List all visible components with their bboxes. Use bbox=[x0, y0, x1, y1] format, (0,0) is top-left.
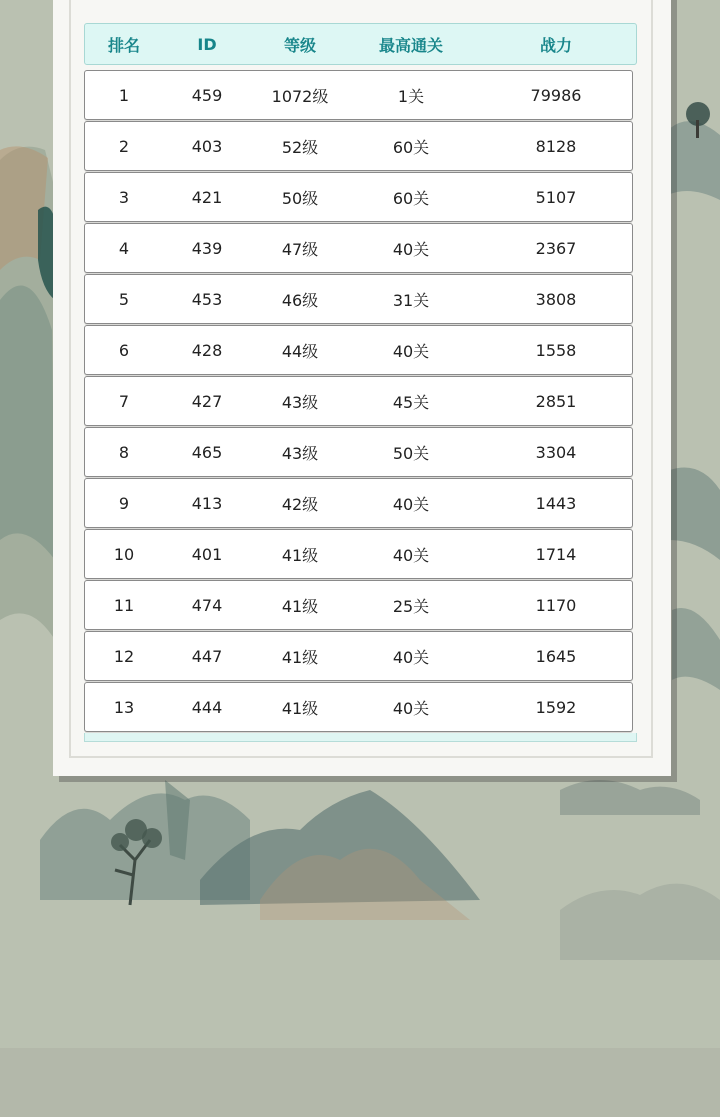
level-cell: 47级 bbox=[281, 239, 319, 259]
max-stage-cell: 45关 bbox=[392, 392, 430, 412]
rank-cell: 11 bbox=[113, 595, 135, 615]
rank-cell: 4 bbox=[118, 238, 130, 258]
rank-cell: 5 bbox=[118, 289, 130, 309]
power-cell: 1714 bbox=[535, 544, 577, 564]
id-cell: 474 bbox=[191, 595, 223, 615]
power-cell: 1170 bbox=[535, 595, 577, 615]
id-cell: 427 bbox=[191, 391, 223, 411]
rank-cell: 13 bbox=[113, 697, 135, 717]
power-cell: 3304 bbox=[535, 442, 577, 462]
table-row bbox=[84, 376, 633, 426]
table-row bbox=[84, 580, 633, 630]
level-cell: 41级 bbox=[281, 596, 319, 616]
table-row bbox=[84, 70, 633, 120]
rank-cell: 7 bbox=[118, 391, 130, 411]
level-cell: 43级 bbox=[281, 392, 319, 412]
level-cell: 44级 bbox=[281, 341, 319, 361]
max-stage-cell: 1关 bbox=[397, 86, 425, 106]
bottom-band bbox=[0, 1048, 720, 1117]
max-stage-cell: 31关 bbox=[392, 290, 430, 310]
rank-cell: 3 bbox=[118, 187, 130, 207]
rank-cell: 9 bbox=[118, 493, 130, 513]
table-row bbox=[84, 223, 633, 273]
table-footer-strip bbox=[84, 733, 637, 742]
power-cell: 1443 bbox=[535, 493, 577, 513]
id-cell: 401 bbox=[191, 544, 223, 564]
power-cell: 1558 bbox=[535, 340, 577, 360]
table-row bbox=[84, 478, 633, 528]
power-cell: 79986 bbox=[530, 85, 582, 105]
id-cell: 428 bbox=[191, 340, 223, 360]
max-stage-cell: 60关 bbox=[392, 188, 430, 208]
id-cell: 439 bbox=[191, 238, 223, 258]
rank-cell: 12 bbox=[113, 646, 135, 666]
level-cell: 50级 bbox=[281, 188, 319, 208]
table-row bbox=[84, 121, 633, 171]
level-cell: 43级 bbox=[281, 443, 319, 463]
max-stage-cell: 40关 bbox=[392, 494, 430, 514]
power-cell: 2851 bbox=[535, 391, 577, 411]
id-cell: 444 bbox=[191, 697, 223, 717]
id-cell: 421 bbox=[191, 187, 223, 207]
level-cell: 41级 bbox=[281, 545, 319, 565]
header-power: 战力 bbox=[539, 35, 573, 55]
level-cell: 1072级 bbox=[271, 86, 329, 106]
max-stage-cell: 25关 bbox=[392, 596, 430, 616]
rank-cell: 2 bbox=[118, 136, 130, 156]
ranking-rows bbox=[84, 70, 635, 733]
max-stage-cell: 40关 bbox=[392, 239, 430, 259]
level-cell: 52级 bbox=[281, 137, 319, 157]
power-cell: 1592 bbox=[535, 697, 577, 717]
power-cell: 1645 bbox=[535, 646, 577, 666]
max-stage-cell: 40关 bbox=[392, 341, 430, 361]
power-cell: 2367 bbox=[535, 238, 577, 258]
max-stage-cell: 40关 bbox=[392, 545, 430, 565]
id-cell: 447 bbox=[191, 646, 223, 666]
table-header bbox=[84, 23, 637, 65]
table-row bbox=[84, 427, 633, 477]
id-cell: 465 bbox=[191, 442, 223, 462]
id-cell: 459 bbox=[191, 85, 223, 105]
power-cell: 5107 bbox=[535, 187, 577, 207]
max-stage-cell: 60关 bbox=[392, 137, 430, 157]
level-cell: 41级 bbox=[281, 698, 319, 718]
max-stage-cell: 40关 bbox=[392, 698, 430, 718]
table-row bbox=[84, 631, 633, 681]
header-rank: 排名 bbox=[107, 35, 141, 55]
power-cell: 3808 bbox=[535, 289, 577, 309]
table-row bbox=[84, 325, 633, 375]
rank-cell: 6 bbox=[118, 340, 130, 360]
max-stage-cell: 40关 bbox=[392, 647, 430, 667]
level-cell: 46级 bbox=[281, 290, 319, 310]
rank-cell: 10 bbox=[113, 544, 135, 564]
rank-cell: 1 bbox=[118, 85, 130, 105]
rank-cell: 8 bbox=[118, 442, 130, 462]
header-id: ID bbox=[197, 34, 217, 54]
level-cell: 41级 bbox=[281, 647, 319, 667]
table-row bbox=[84, 172, 633, 222]
table-row bbox=[84, 529, 633, 579]
level-cell: 42级 bbox=[281, 494, 319, 514]
header-level: 等级 bbox=[283, 35, 317, 55]
header-max-stage: 最高通关 bbox=[378, 35, 444, 55]
id-cell: 453 bbox=[191, 289, 223, 309]
power-cell: 8128 bbox=[535, 136, 577, 156]
table-row bbox=[84, 682, 633, 732]
id-cell: 403 bbox=[191, 136, 223, 156]
table-row bbox=[84, 274, 633, 324]
max-stage-cell: 50关 bbox=[392, 443, 430, 463]
id-cell: 413 bbox=[191, 493, 223, 513]
